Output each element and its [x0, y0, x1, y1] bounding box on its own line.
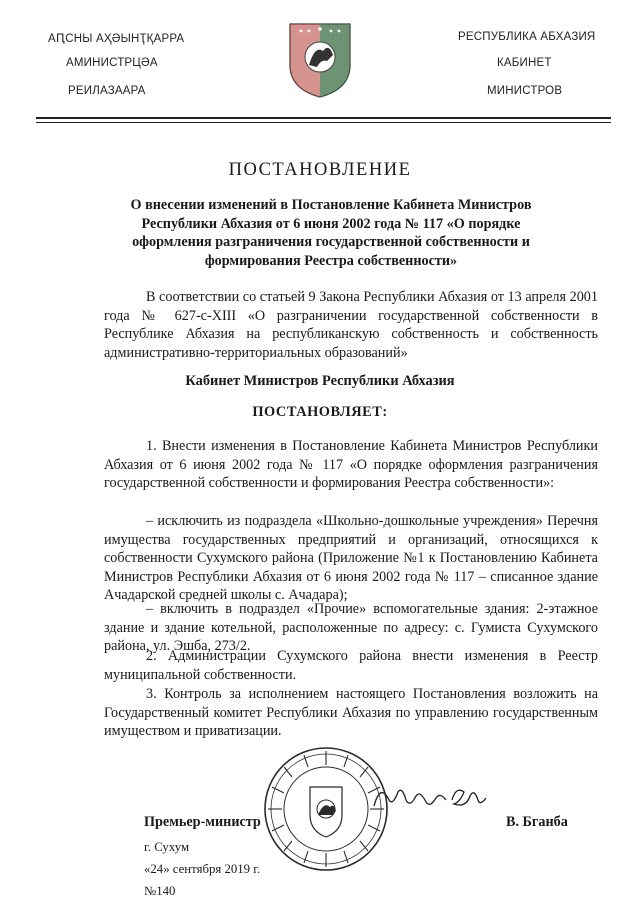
subject-line-3: оформления разграничения государственной собственности и — [132, 234, 530, 250]
signatory-role: Премьер-министр — [144, 814, 261, 830]
subject-line-1: О внесении изменений в Постановление Кабинета Министров — [130, 197, 532, 213]
header-left-line-1: АԤСНЫ АҲӘЫНҬҚАРРА — [48, 33, 185, 45]
header-right-line-1: РЕСПУБЛИКА АБХАЗИЯ — [458, 31, 596, 43]
item-1b-paragraph: – включить в подраздел «Прочие» вспомогательные здания: 2-этажное здание и здание котельной, расположенные по адресу: с. Гумиста Сухумского района, ул. Эшба, 273/2. — [104, 601, 598, 655]
header-left-line-3: РЕИЛАЗААРА — [68, 85, 146, 97]
document-number: №140 — [144, 884, 176, 898]
issue-place: г. Сухум — [144, 840, 190, 854]
header-right-line-2: КАБИНЕТ — [497, 57, 552, 69]
header-right-line-3: МИНИСТРОВ — [487, 85, 563, 97]
subject-line-2: Республики Абхазия от 6 июня 2002 года № 117 «О порядке — [141, 215, 521, 232]
item-1-paragraph: 1. Внести изменения в Постановление Кабинета Министров Республики Абхазия от 6 июня 2002 года № 117 «О порядке оформления разграничения государственной собственности и формирования Реестра собственности»: — [104, 438, 598, 492]
header-rule-thick — [36, 117, 611, 119]
issuer-heading: Кабинет Министров Республики Абхазия — [185, 373, 455, 389]
signatory-name: В. Бганба — [506, 814, 568, 830]
preamble-paragraph: В соответствии со статьей 9 Закона Республики Абхазия от 13 апреля 2001 года № 627-с-XIII «О разграничении государственной собственности в Республике Абхазия на республиканскую собственность и собственность административно-территориальных образований» — [104, 289, 598, 361]
item-1a-paragraph: – исключить из подраздела «Школьно-дошкольные учреждения» Перечня имущества государственных предприятий и организаций, относящихся к собственности Сухумского района (Приложение №1 к Постановлению Кабинета Министров Республики Абхазия от 6 июня 2002 года № 117 – списанное здание Ачадарской средней школы с. Ачадара); — [104, 513, 598, 604]
issue-date: «24» сентября 2019 г. — [144, 862, 261, 876]
coat-of-arms-icon — [287, 21, 353, 99]
handwritten-signature-icon — [370, 778, 490, 818]
header-left-line-2: АМИНИСТРЦӘА — [66, 57, 158, 69]
document-title: ПОСТАНОВЛЕНИЕ — [228, 160, 412, 180]
resolves-heading: ПОСТАНОВЛЯЕТ: — [252, 404, 388, 420]
item-2-paragraph: 2. Администрации Сухумского района внести изменения в Реестр муниципальной собственности. — [104, 648, 598, 683]
document-subject — [110, 196, 552, 270]
header-rule-thin — [36, 122, 611, 123]
item-3-paragraph: 3. Контроль за исполнением настоящего Постановления возложить на Государственный комитет Республики Абхазия по управлению государственным имуществом и приватизации. — [104, 686, 598, 740]
subject-line-4: формирования Реестра собственности» — [204, 252, 458, 269]
